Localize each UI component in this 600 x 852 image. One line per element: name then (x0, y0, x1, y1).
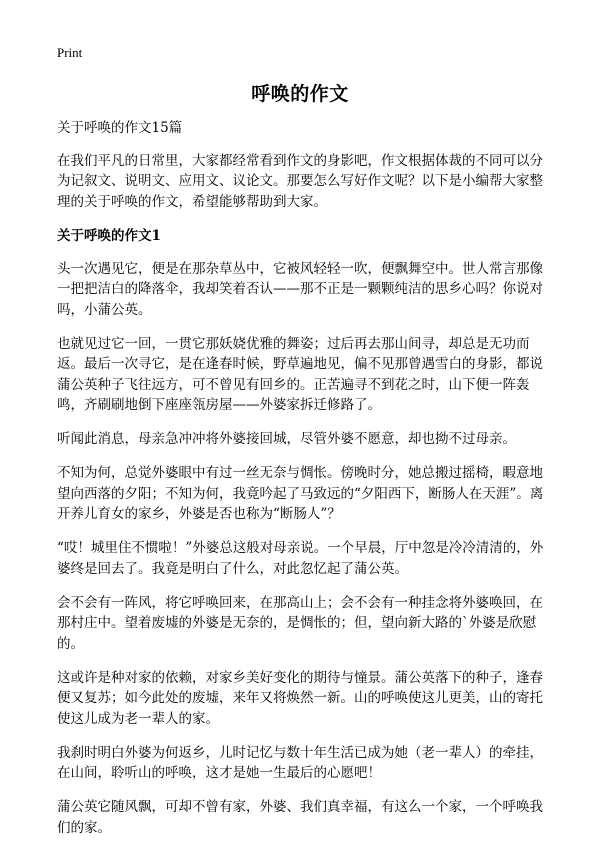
body-paragraph: 也就见过它一回，一贯它那妖娆优雅的舞姿；过后再去那山间寻，却总是无功而返。最后一次寻它，是在逢春时候，野草遍地见，偏不见那曾遇雪白的身影，都说蒲公英种子飞往远方，可不曾见有回乡的。正苦遍寻不到花之时，山下便一阵轰鸣，齐刷刷地倒下座座瓴房屋——外婆家拆迁修路了。 (57, 335, 543, 413)
article-body (57, 118, 552, 852)
body-paragraph: 听闻此消息，母亲急冲冲将外婆接回城，尽管外婆不愿意，却也拗不过母亲。 (57, 431, 516, 447)
article-subtitle: 关于呼唤的作文15篇 (57, 120, 183, 136)
body-paragraph: 不知为何，总觉外婆眼中有过一丝无奈与惆怅。傍晚时分，她总搬过摇椅，睱意地望向西落的夕阳；不知为何，我竟吟起了马致远的“夕阳西下，断肠人在天涯”。离开养儿育女的家乡，外婆是否也称为“断肠人”？ (57, 465, 544, 522)
body-paragraph: 会不会有一阵风，将它呼唤回来，在那高山上；会不会有一种挂念将外婆唤回，在那村庄中。望着废墟的外婆是无奈的，是惆怅的；但，望向新大路的`外婆是欣慰的。 (57, 594, 543, 652)
body-paragraph: 蒲公英它随风飘，可却不曾有家，外婆、我们真幸福，有这么一个家，一个呼唤我们的家。 (57, 799, 543, 836)
print-link[interactable]: Print (57, 45, 83, 60)
section-heading: 关于呼唤的作文1 (57, 227, 161, 244)
body-paragraph: 这或许是种对家的依赖，对家乡美好变化的期待与憧景。蒲公英落下的种子，逢春便又复苏；如今此处的废墟，来年又将焕然一新。山的呼唤使这儿更美，山的寄托使这儿成为老一辈人的家。 (57, 669, 543, 727)
page-title: 呼唤的作文 (251, 83, 349, 105)
intro-paragraph: 在我们平凡的日常里，大家都经常看到作文的身影吧，作文根据体裁的不同可以分为记叙文、说明文、应用文、议论文。那要怎么写好作文呢？以下是小编帮大家整理的关于呼唤的作文，希望能够帮助到大家。 (57, 152, 543, 210)
body-paragraph: 我刹时明白外婆为何返乡，儿时记忆与数十年生活已成为她（老一辈人）的牵挂，在山间，聆听山的呼唤，这才是她一生最后的心愿吧！ (57, 744, 543, 781)
body-paragraph: 头一次遇见它，便是在那杂草丛中，它被风轻轻一吹，便飘舞空中。世人常言那像一把把洁白的降落伞，我却笑着否认——那不正是一颗颗纯洁的思乡心吗？你说对吗，小蒲公英。 (57, 260, 543, 318)
body-paragraph: “哎！城里住不惯啦！”外婆总这般对母亲说。一个早晨，厅中忽是冷冷清清的，外婆终是回去了。我竟是明白了什么，对此忽忆起了蒲公英。 (57, 540, 544, 577)
